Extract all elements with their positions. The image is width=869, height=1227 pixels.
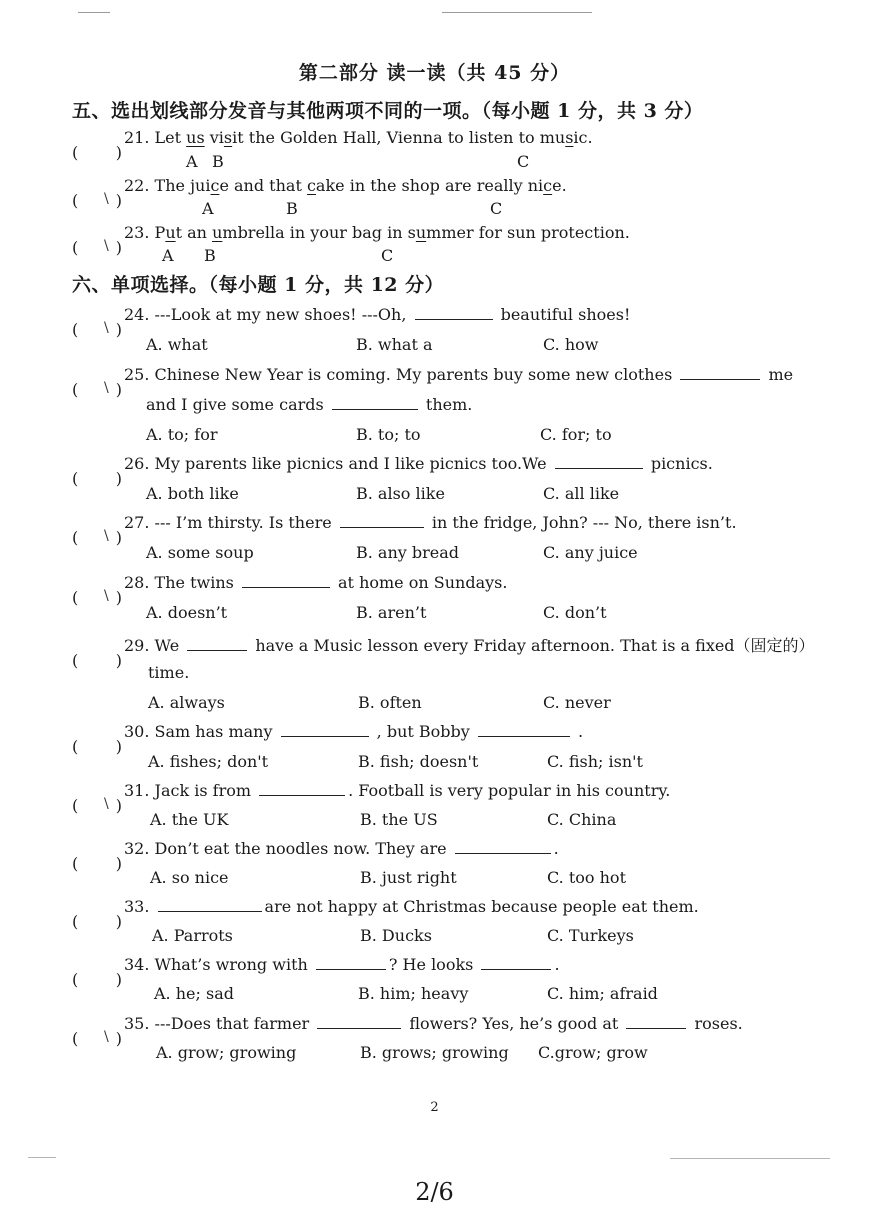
option-b: B <box>286 199 298 218</box>
answer-blank[interactable] <box>259 781 345 796</box>
question-25: ( \ ) 25. Chinese New Year is coming. My parents buy some new clothes me <box>72 365 794 399</box>
question-34: ( ) 34. What’s wrong with ? He looks . <box>72 955 560 989</box>
option-a: A. always <box>148 693 225 712</box>
answer-blank[interactable] <box>317 1014 401 1029</box>
option-a: A. what <box>146 335 208 354</box>
question-29: ( ) 29. We have a Music lesson every Friday afternoon. That is a fixed（固定的） <box>72 636 815 670</box>
option-b: B. him; heavy <box>358 984 469 1003</box>
option-c: C. never <box>543 693 611 712</box>
option-c: C. him; afraid <box>547 984 658 1003</box>
page-count: 2/6 <box>415 1178 454 1206</box>
scan-edge-top-left <box>78 12 110 13</box>
question-28: ( \ ) 28. The twins at home on Sundays. <box>72 573 508 607</box>
option-c: C. how <box>543 335 599 354</box>
option-b: B. often <box>358 693 422 712</box>
option-b: B. Ducks <box>360 926 432 945</box>
question-27: ( \ ) 27. --- I’m thirsty. Is there in the fridge, John? --- No, there isn’t. <box>72 513 737 547</box>
option-b: B. what a <box>356 335 433 354</box>
option-b: B. just right <box>360 868 457 887</box>
answer-blank[interactable] <box>158 897 262 912</box>
option-c: C. China <box>547 810 617 829</box>
option-b: B. fish; doesn't <box>358 752 479 771</box>
question-25-line2: and I give some cards them. <box>146 395 473 414</box>
part6-heading: 六、单项选择。（每小题 1 分，共 12 分） <box>72 274 445 296</box>
answer-blank[interactable] <box>242 573 330 588</box>
question-29-line2: time. <box>148 663 190 682</box>
answer-blank[interactable] <box>187 636 247 651</box>
option-c: C. Turkeys <box>547 926 634 945</box>
page-number: 2 <box>430 1100 439 1115</box>
answer-blank[interactable] <box>626 1014 686 1029</box>
option-b: B. the US <box>360 810 438 829</box>
option-c: C. don’t <box>543 603 607 622</box>
option-b: B. any bread <box>356 543 460 562</box>
question-30: ( ) 30. Sam has many , but Bobby . <box>72 722 584 756</box>
option-c: C <box>490 199 503 218</box>
option-a: A. some soup <box>146 543 254 562</box>
question-21: ( ) 21. Let us visit the Golden Hall, Vienna to listen to music. <box>72 128 593 162</box>
option-b: B. grows; growing <box>360 1043 509 1062</box>
option-c: C. fish; isn't <box>547 752 643 771</box>
option-b: B <box>204 246 216 265</box>
answer-blank[interactable] <box>332 395 418 410</box>
answer-blank[interactable] <box>340 513 424 528</box>
option-c: C. too hot <box>547 868 626 887</box>
question-33: ( ) 33. are not happy at Christmas because people eat them. <box>72 897 699 931</box>
option-a: A <box>186 152 198 171</box>
option-a: A. fishes; don't <box>148 752 269 771</box>
question-35: ( \ ) 35. ---Does that farmer flowers? Yes, he’s good at roses. <box>72 1014 743 1048</box>
option-a: A <box>202 199 214 218</box>
answer-blank[interactable] <box>281 722 369 737</box>
answer-blank[interactable] <box>478 722 570 737</box>
answer-blank[interactable] <box>555 454 643 469</box>
option-c: C. all like <box>543 484 620 503</box>
option-c: C <box>517 152 530 171</box>
question-22: ( \ ) 22. The juice and that cake in the shop are really nice. <box>72 176 567 210</box>
option-a: A. both like <box>146 484 239 503</box>
option-a: A. Parrots <box>152 926 233 945</box>
scan-edge-bottom-right <box>670 1158 830 1159</box>
option-a: A <box>162 246 174 265</box>
section-title: 第二部分 读一读（共 45 分） <box>298 62 571 84</box>
option-a: A. the UK <box>150 810 229 829</box>
option-b: B. aren’t <box>356 603 427 622</box>
option-a: A. to; for <box>146 425 218 444</box>
option-a: A. doesn’t <box>146 603 228 622</box>
answer-blank[interactable] <box>680 365 760 380</box>
question-32: ( ) 32. Don’t eat the noodles now. They are . <box>72 839 559 873</box>
question-31: ( \ ) 31. Jack is from . Football is very popular in his country. <box>72 781 671 815</box>
scan-edge-bottom-left <box>28 1157 56 1158</box>
scan-edge-top-right <box>442 12 592 13</box>
answer-blank[interactable] <box>316 955 386 970</box>
option-c: C. any juice <box>543 543 638 562</box>
option-a: A. he; sad <box>154 984 234 1003</box>
option-c: C.grow; grow <box>538 1043 648 1062</box>
option-c: C <box>381 246 394 265</box>
option-a: A. grow; growing <box>156 1043 297 1062</box>
question-26: ( ) 26. My parents like picnics and I like picnics too.We picnics. <box>72 454 713 488</box>
answer-blank[interactable] <box>455 839 551 854</box>
question-24: ( \ ) 24. ---Look at my new shoes! ---Oh, beautiful shoes! <box>72 305 631 339</box>
part5-heading: 五、选出划线部分发音与其他两项不同的一项。（每小题 1 分，共 3 分） <box>72 100 704 122</box>
answer-blank[interactable] <box>481 955 551 970</box>
option-b: B <box>212 152 224 171</box>
option-c: C. for; to <box>540 425 612 444</box>
question-23: ( \ ) 23. Put an umbrella in your bag in summer for sun protection. <box>72 223 630 257</box>
answer-blank[interactable] <box>415 305 493 320</box>
option-b: B. to; to <box>356 425 421 444</box>
option-a: A. so nice <box>150 868 229 887</box>
option-b: B. also like <box>356 484 445 503</box>
